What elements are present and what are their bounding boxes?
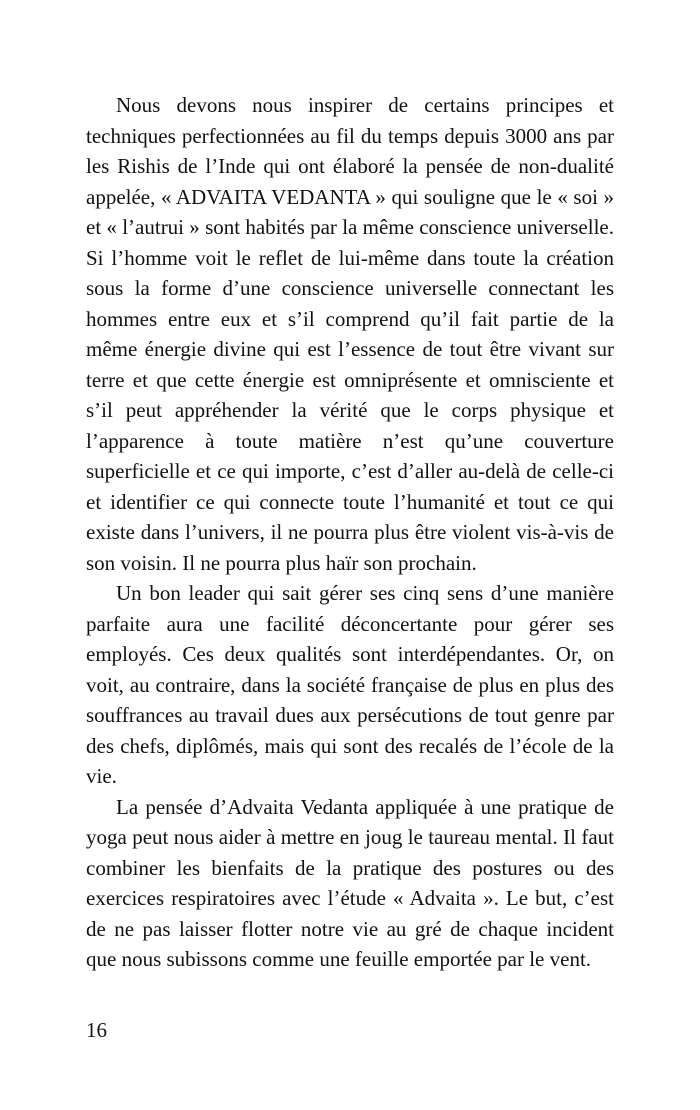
- paragraph-1: Nous devons nous inspirer de certains principes et techniques perfectionnées au fil du temps depuis 3000 ans par les Rishis de l’Inde qui ont élaboré la pensée de non-dualité appelée, « ADVAITA VEDANTA » qui souligne que le « soi » et « l’autrui » sont habités par la même conscience universelle. Si l’homme voit le reflet de lui-même dans toute la création sous la forme d’une conscience universelle connectant les hommes entre eux et s’il comprend qu’il fait partie de la même énergie divine qui est l’essence de tout être vivant sur terre et que cette énergie est omniprésente et omnisciente et s’il peut appréhender la vérité que le corps physique et l’apparence à toute matière n’est qu’une couverture superficielle et ce qui importe, c’est d’aller au-delà de celle-ci et identifier ce qui connecte toute l’humanité et tout ce qui existe dans l’univers, il ne pourra plus être violent vis-à-vis de son voisin. Il ne pourra plus haïr son prochain.: [86, 93, 614, 575]
- paragraph-3: La pensée d’Advaita Vedanta appliquée à une pratique de yoga peut nous aider à mettre en joug le taureau mental. Il faut combiner les bienfaits de la pratique des postures ou des exercices respiratoires avec l’étude « Advaita ». Le but, c’est de ne pas laisser flotter notre vie au gré de chaque incident que nous subissons comme une feuille emportée par le vent.: [86, 794, 614, 971]
- body-text: [86, 90, 614, 975]
- page-number: 16: [86, 1018, 107, 1042]
- paragraph-2: Un bon leader qui sait gérer ses cinq sens d’une manière parfaite aura une facilité déconcertante pour gérer ses employés. Ces deux qualités sont interdépendantes. Or, on voit, au contraire, dans la société française de plus en plus des souffrances au travail dues aux persécutions de tout genre par des chefs, diplômés, mais qui sont des recalés de l’école de la vie.: [86, 581, 614, 788]
